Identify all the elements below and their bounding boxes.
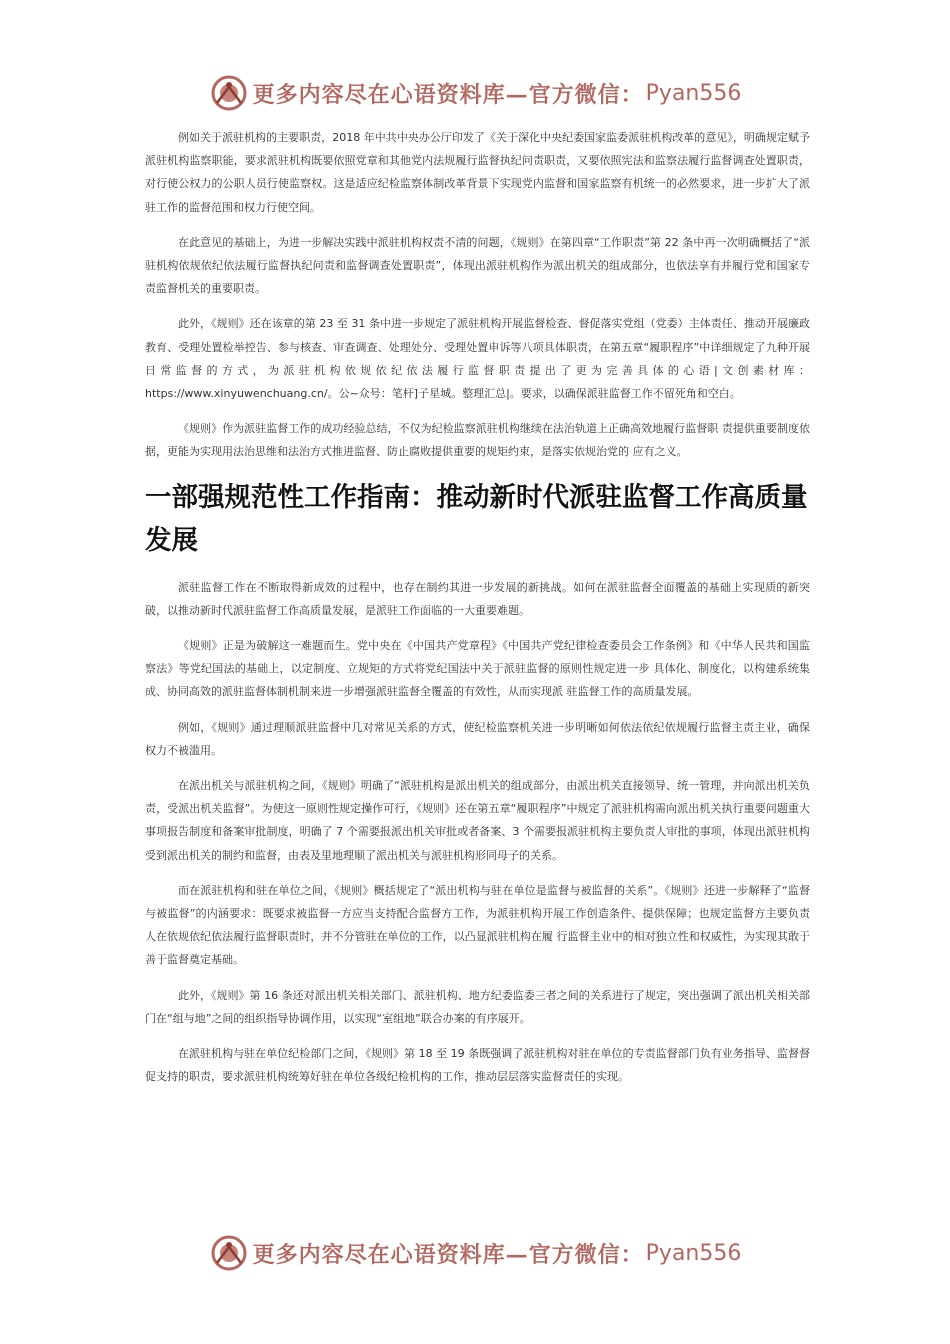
banner-text: 更多内容尽在心语资料库—官方微信： bbox=[252, 1241, 644, 1268]
logo-icon bbox=[209, 73, 249, 113]
paragraph: 而在派驻机构和驻在单位之间，《规则》概括规定了“派出机构与驻在单位是监督与被监督的关系”。《规则》还进一步解释了“监督与被监督”的内涵要求：既要求被监督一方应当支持配合监督方工作，为派驻机构开展工作创造条件、提供保障；也规定监督方主要负责人在依规依纪依法履行监督职责时，并不分管驻在单位的工作，以凸显派驻机构在履 行监督主业中的相对独立性和权威性，为实现其敢于善于监督奠定基础。 bbox=[145, 883, 810, 967]
header-banner bbox=[0, 68, 950, 118]
paragraph: 此外，《规则》还在该章的第 23 至 31 条中进一步规定了派驻机构开展监督检查、督促落实党组（党委）主体责任、推动开展廉政教育、受理处置检举控告、参与核查、审查调查、处理处分、受理处置申诉等八项具体职责，在第五章“履职程序”中详细规定了九种开展日常监督的方式，为派驻机构依规依纪依法履行监督职责提出了更为完善具体的心语|文创素材库：https://www.xinyuwenchuang.cn/。公~众号：笔杆]子星城。整理汇总|。要求，以确保派驻监督工作不留死角和空白。 bbox=[145, 317, 810, 401]
section-heading: 一部强规范性工作指南：推动新时代派驻监督工作高质量发展 bbox=[145, 481, 808, 556]
banner-wechat-id: Pyan556 bbox=[645, 80, 742, 106]
paragraph: 例如，《规则》通过理顺派驻监督中几对常见关系的方式，使纪检监察机关进一步明晰如何依法依纪依规履行监督主责主业，确保权力不被滥用。 bbox=[145, 720, 810, 757]
footer-banner bbox=[0, 1228, 950, 1278]
banner-text: 更多内容尽在心语资料库—官方微信： bbox=[252, 81, 644, 108]
document-body bbox=[145, 126, 810, 1101]
paragraph: 在此意见的基础上，为进一步解决实践中派驻机构权责不清的问题，《规则》在第四章“工作职责”第 22 条中再一次明确概括了“派驻机构依规依纪依法履行监督执纪问责和监督调查处置职责”，体现出派驻机构作为派出机关的组成部分，也依法享有并履行党和国家专责监督机关的重要职责。 bbox=[145, 235, 810, 296]
paragraph: 派驻监督工作在不断取得新成效的过程中，也存在制约其进一步发展的新挑战。如何在派驻监督全面覆盖的基础上实现质的新突破，以推动新时代派驻监督工作高质量发展，是派驻工作面临的一大重要难题。 bbox=[145, 580, 810, 617]
paragraph: 此外，《规则》第 16 条还对派出机关相关部门、派驻机构、地方纪委监委三者之间的关系进行了规定，突出强调了派出机关相关部门在“组与地”之间的组织指导协调作用，以实现“室组地”联合办案的有序展开。 bbox=[145, 988, 810, 1025]
paragraph: 在派驻机构与驻在单位纪检部门之间，《规则》第 18 至 19 条既强调了派驻机构对驻在单位的专责监督部门负有业务指导、监督督促支持的职责，要求派驻机构统筹好驻在单位各级纪检机构的工作，推动层层落实监督责任的实现。 bbox=[145, 1047, 810, 1084]
logo-icon bbox=[209, 1233, 249, 1273]
banner-wechat-id: Pyan556 bbox=[645, 1240, 742, 1266]
paragraph: 在派出机关与派驻机构之间，《规则》明确了“派驻机构是派出机关的组成部分，由派出机关直接领导、统一管理，并向派出机关负责，受派出机关监督”。为使这一原则性规定操作可行，《规则》还在第五章“履职程序”中规定了派驻机构需向派出机关执行重要问题重大事项报告制度和备案审批制度，明确了 7 个需要报派出机关审批或者备案、3 个需要报派驻机构主要负责人审批的事项，体现出派驻机构受到派出机关的制约和监督，由表及里地理顺了派出机关与派驻机构形同母子的关系。 bbox=[145, 779, 810, 862]
paragraph: 例如关于派驻机构的主要职责，2018 年中共中央办公厅印发了《关于深化中央纪委国家监委派驻机构改革的意见》，明确规定赋予派驻机构监察职能，要求派驻机构既要依照党章和其他党内法规履行监督执纪问责职责，又要依照宪法和监察法履行监督调查处置职责，对行使公权力的公职人员行使监察权。这是适应纪检监察体制改革背景下实现党内监督和国家监察有机统一的必然要求，进一步扩大了派驻工作的监督范围和权力行使空间。 bbox=[145, 131, 810, 214]
paragraph: 《规则》正是为破解这一难题而生。党中央在《中国共产党章程》《中国共产党纪律检查委员会工作条例》和《中华人民共和国监察法》等党纪国法的基础上，以定制度、立规矩的方式将党纪国法中关于派驻监督的原则性规定进一步 具体化、制度化，以构建系统集成、协同高效的派驻监督体制机制来进一步增强派驻监督全覆盖的有效性，从而实现派 驻监督工作的高质量发展。 bbox=[145, 639, 810, 699]
paragraph: 《规则》作为派驻监督工作的成功经验总结，不仅为纪检监察派驻机构继续在法治轨道上正确高效地履行监督职 责提供重要制度依据，更能为实现用法治思维和法治方式推进监督、防止腐败提供重要的规矩约束，是落实依规治党的 应有之义。 bbox=[145, 422, 810, 459]
